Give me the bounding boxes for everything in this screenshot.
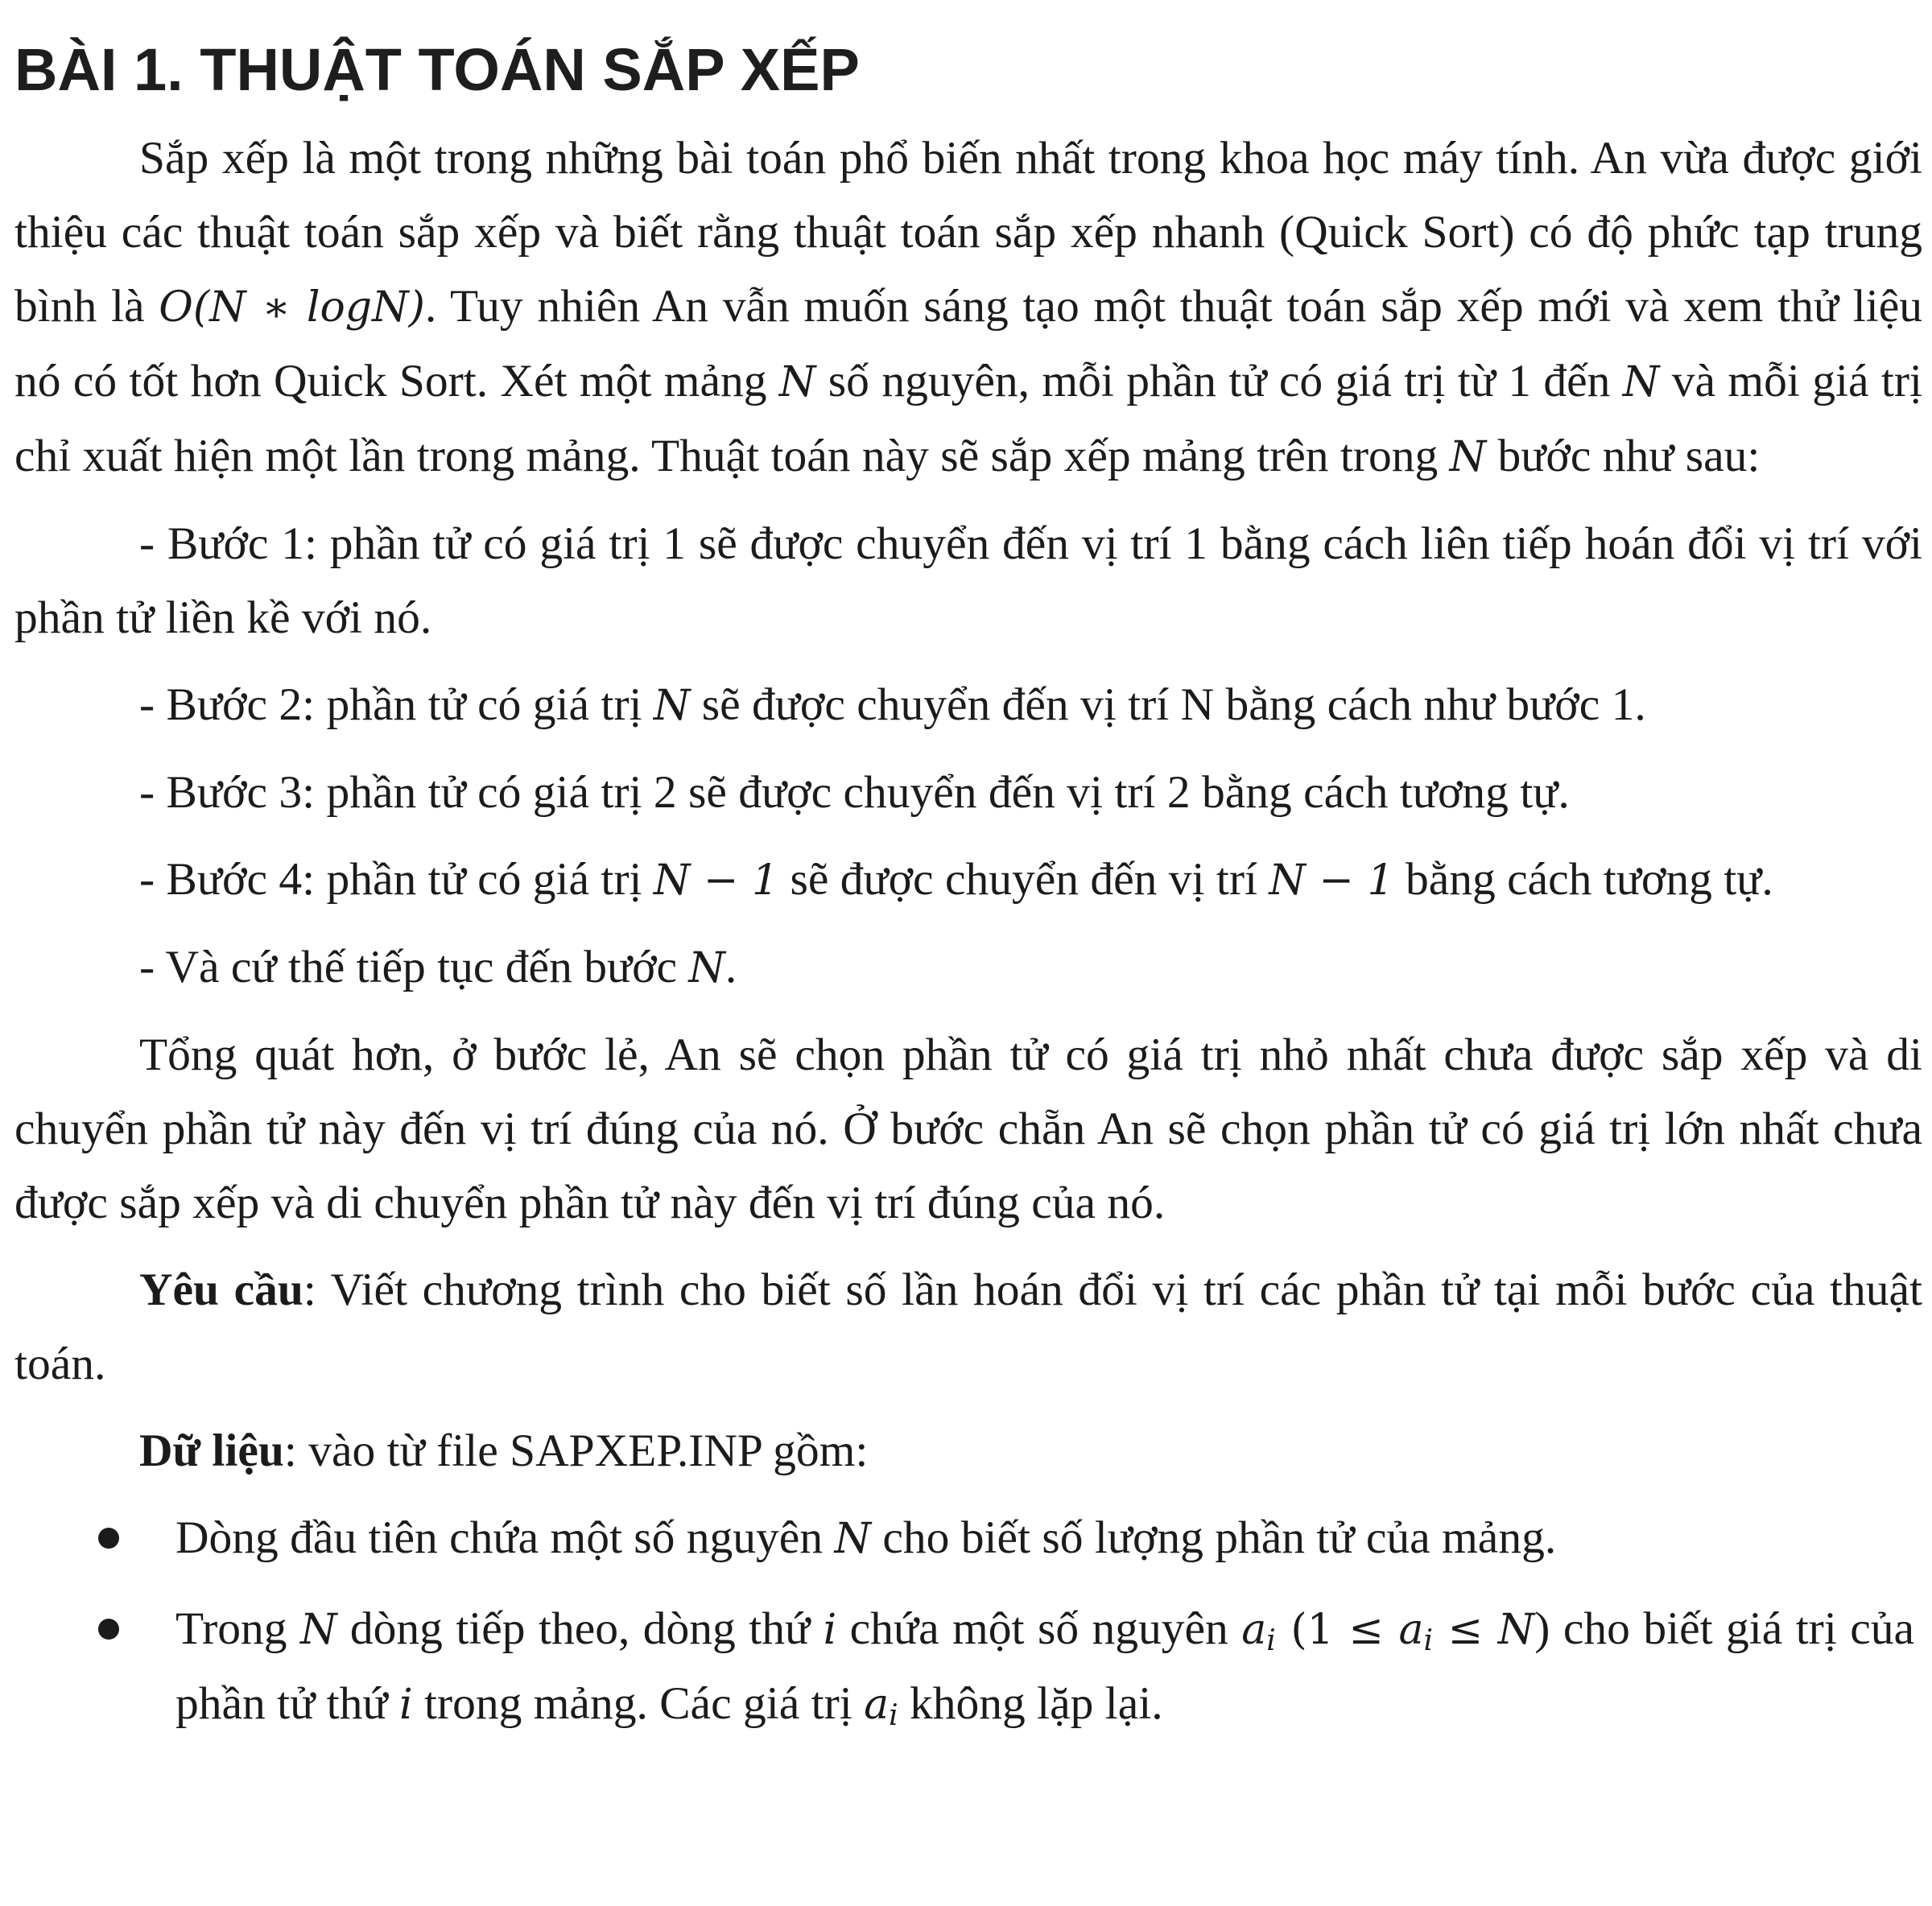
general-text: Tổng quát hơn, ở bước lẻ, An sẽ chọn phần tử có giá trị nhỏ nhất chưa được sắp xếp và di chuyển phần tử này đến vị trí đúng của nó. Ở bước chẵn An sẽ chọn phần tử có giá trị lớn nhất chưa được sắp xếp và di chuyển phần tử này đến vị trí đúng của nó. <box>14 1029 1922 1229</box>
bullet-2-text-d: (1 ≤ <box>1275 1606 1399 1655</box>
step-4 <box>14 843 1922 918</box>
requirement-text: : Viết chương trình cho biết số lần hoán đổi vị trí các phần tử tại mỗi bước của thuật toán. <box>14 1264 1922 1390</box>
bullet-2-text-c: chứa một số nguyên <box>836 1603 1242 1655</box>
intro-text-5: bước như sau: <box>1486 431 1761 482</box>
var-n: N <box>778 358 816 407</box>
bullet-icon <box>98 1619 119 1640</box>
list-item <box>175 1501 1922 1576</box>
var-a-i <box>1241 1606 1276 1658</box>
input-text: : vào từ file SAPXEP.INP gồm: <box>283 1425 869 1477</box>
bullet-2-text-g: trong mảng. Các giá trị <box>412 1678 865 1730</box>
var-i: i <box>823 1606 837 1655</box>
var-a-i <box>1398 1606 1434 1658</box>
var-a-sub: i <box>889 1699 898 1733</box>
bullet-2-text-f: ) cho biết giá trị của phần tử thứ <box>175 1603 1915 1730</box>
var-n: N <box>834 1515 871 1564</box>
intro-paragraph <box>14 122 1922 494</box>
bullet-2-text-a: Trong <box>175 1603 300 1655</box>
step-2-text-a: - Bước 2: phần tử có giá trị <box>139 679 654 731</box>
step-2-text-b: sẽ được chuyển đến vị trí N bằng cách như bước 1. <box>690 679 1646 731</box>
var-i: i <box>398 1681 413 1730</box>
list-item <box>175 1592 1922 1742</box>
var-n: N <box>688 944 725 993</box>
step-1 <box>14 507 1922 655</box>
input-format-list <box>14 1501 1922 1742</box>
var-a-sub: i <box>1423 1624 1434 1658</box>
input-paragraph <box>14 1414 1922 1488</box>
general-paragraph <box>14 1018 1922 1240</box>
step-5 <box>14 930 1922 1005</box>
intro-text-1: Sắp xếp là một trong những bài toán phổ biến nhất trong khoa học máy tính. An vừa được giới thiệu các thuật toán sắp xếp và biết rằng thuật toán sắp xếp nhanh (Quick Sort) có độ phức tạp trung bình là <box>14 133 1922 332</box>
var-n: N <box>299 1606 337 1655</box>
bullet-2-text-b: dòng tiếp theo, dòng thứ <box>336 1603 824 1655</box>
step-4-text-c: bằng cách tương tự. <box>1393 854 1773 906</box>
bullet-icon <box>98 1528 119 1549</box>
var-n-minus-1: N − 1 <box>1269 856 1394 906</box>
var-n-minus-1: N − 1 <box>653 856 779 906</box>
requirement-paragraph <box>14 1253 1922 1401</box>
var-a-base: a <box>1241 1606 1267 1655</box>
bullet-1-text-b: cho biết số lượng phần tử của mảng. <box>870 1512 1557 1564</box>
bullet-2-text-h: không lặp lại. <box>898 1678 1163 1730</box>
step-2 <box>14 668 1922 743</box>
step-3-text: - Bước 3: phần tử có giá trị 2 sẽ được chuyển đến vị trí 2 bằng cách tương tự. <box>139 767 1570 819</box>
problem-title: BÀI 1. THUẬT TOÁN SẮP XẾP <box>14 36 860 103</box>
step-3 <box>14 756 1922 830</box>
var-n: N <box>1449 433 1487 482</box>
step-5-text-b: . <box>724 942 737 993</box>
bullet-2-text-e: ≤ <box>1433 1606 1498 1655</box>
step-4-text-a: - Bước 4: phần tử có giá trị <box>139 854 654 906</box>
var-n: N <box>1622 358 1660 407</box>
step-5-text-a: - Và cứ thế tiếp tục đến bước <box>139 942 689 993</box>
var-n: N <box>653 682 691 731</box>
requirement-label: Yêu cầu <box>139 1264 303 1316</box>
step-4-text-b: sẽ được chuyển đến vị trí <box>778 854 1269 906</box>
input-label: Dữ liệu <box>139 1425 284 1477</box>
var-a-sub: i <box>1266 1624 1276 1658</box>
var-a-base: a <box>1398 1606 1424 1655</box>
var-n: N <box>1497 1606 1535 1655</box>
intro-text-4: và mỗi giá trị chỉ xuất hiện một lần trong mảng. Thuật toán này sẽ sắp xếp mảng trên trong <box>14 356 1922 482</box>
bullet-1-text-a: Dòng đầu tiên chứa một số nguyên <box>175 1512 835 1564</box>
var-a-i <box>864 1681 898 1733</box>
complexity-formula: O(N ∗ logN) <box>159 283 425 332</box>
intro-text-3: số nguyên, mỗi phần tử có giá trị từ 1 đến <box>815 356 1623 407</box>
var-a-base: a <box>864 1681 890 1730</box>
step-1-text: - Bước 1: phần tử có giá trị 1 sẽ được chuyển đến vị trí 1 bằng cách liên tiếp hoán đổi vị trí với phần tử liền kề với nó. <box>14 518 1922 644</box>
intro-text-2: . Tuy nhiên An vẫn muốn sáng tạo một thuật toán sắp xếp mới và xem thử liệu nó có tốt hơn Quick Sort. Xét một mảng <box>14 281 1922 407</box>
